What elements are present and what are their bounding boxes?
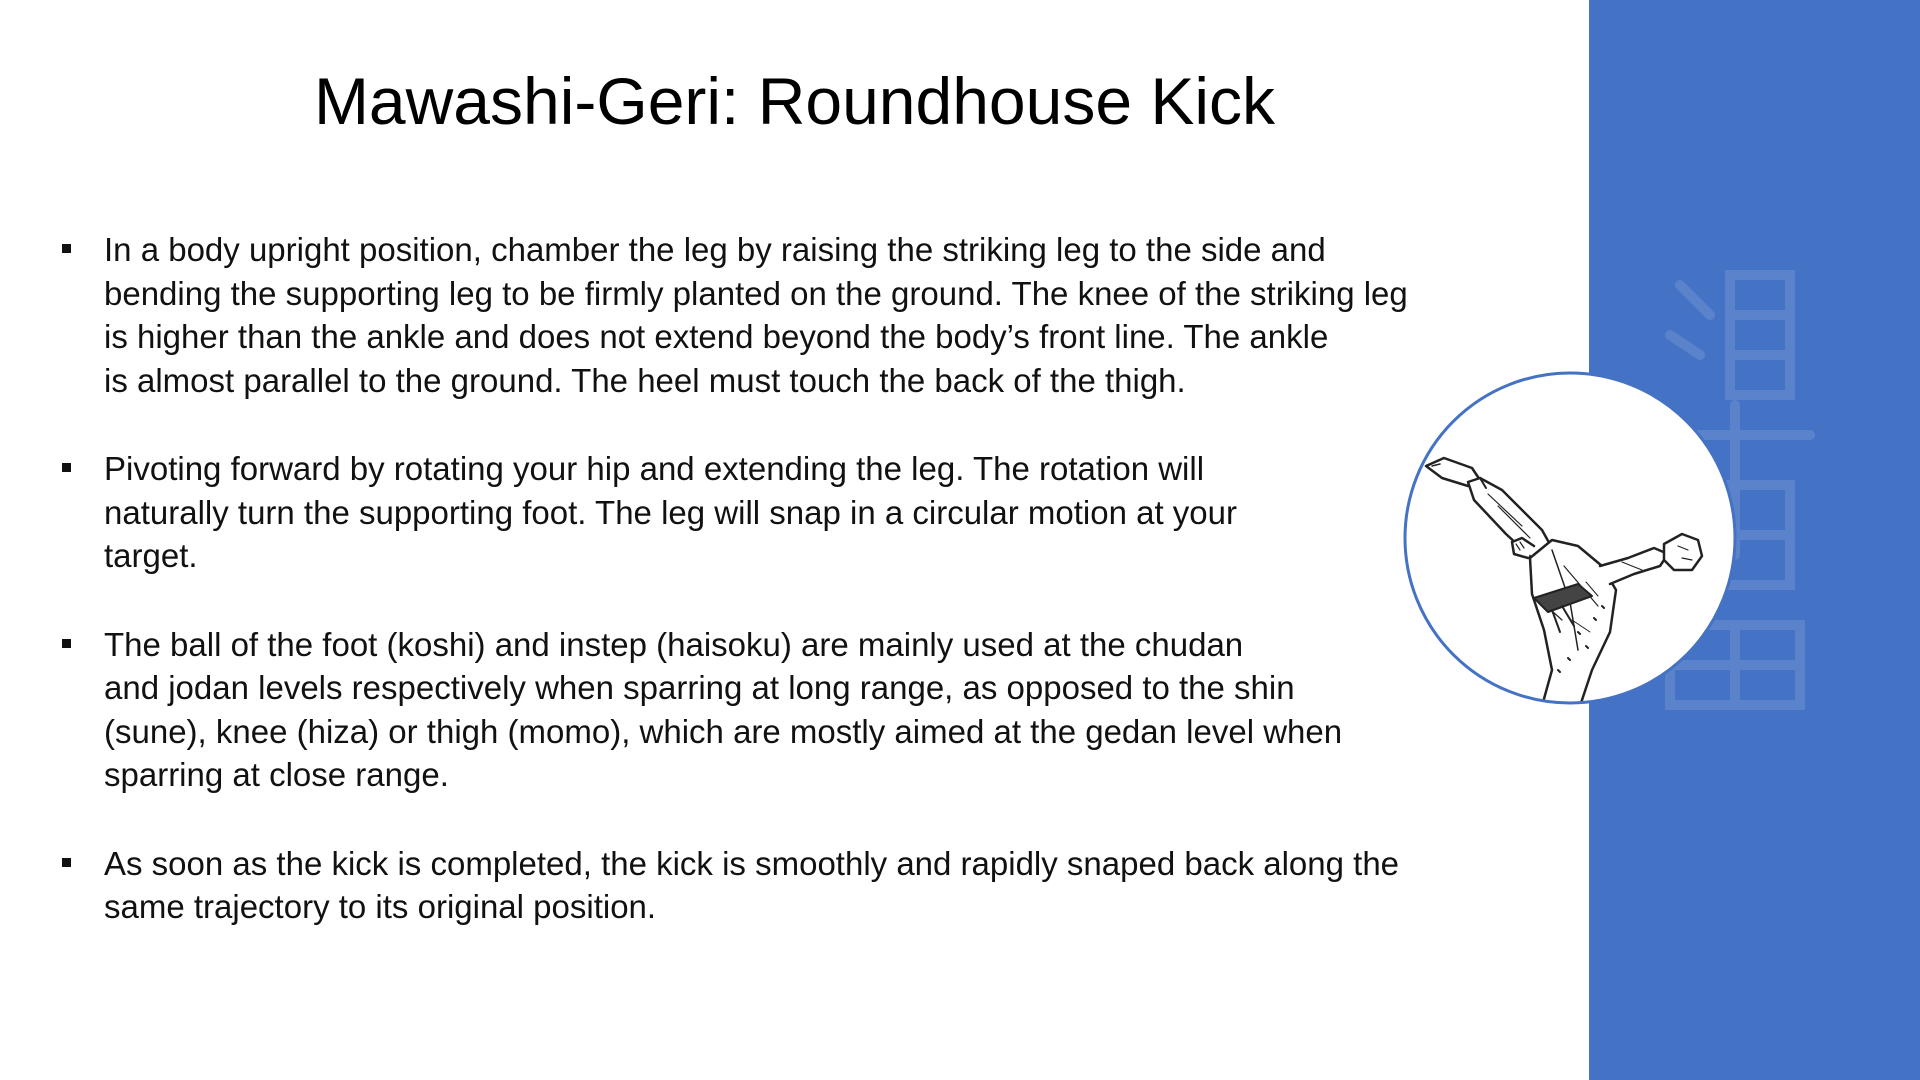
bullet-square-icon xyxy=(62,639,71,648)
bullet-text-line: naturally turn the supporting foot. The leg will snap in a circular motion at your xyxy=(104,493,1237,531)
bullet-text-line: The ball of the foot (koshi) and instep (haisoku) are mainly used at the chudan xyxy=(104,625,1244,663)
bullet-square-icon xyxy=(62,463,71,472)
bullet-text-line: In a body upright position, chamber the leg by raising the striking leg to the side and xyxy=(104,231,1326,268)
bullet-square-icon xyxy=(62,858,71,867)
bullet-text-line: (sune), knee (hiza) or thigh (momo), which are mostly aimed at the gedan level when xyxy=(104,712,1343,750)
bullet-text-line: bending the supporting leg to be firmly planted on the ground. The knee of the striking leg xyxy=(104,274,1408,312)
bullet-text-line: sparring at close range. xyxy=(104,756,449,793)
bullet-list xyxy=(62,228,1582,974)
bullet-text-line: is almost parallel to the ground. The heel must touch the back of the thigh. xyxy=(104,361,1186,399)
karate-kick-illustration-icon xyxy=(1402,370,1738,706)
bullet-text-line: same trajectory to its original position. xyxy=(104,888,657,925)
bullet-text-line: is higher than the ankle and does not extend beyond the body’s front line. The ankle xyxy=(104,318,1329,355)
bullet-item-pivot xyxy=(62,447,1582,578)
bullet-text-line: Pivoting forward by rotating your hip and extending the leg. The rotation will xyxy=(104,450,1205,487)
bullet-text-line: and jodan levels respectively when sparring at long range, as opposed to the shin xyxy=(104,669,1295,706)
bullet-item-snap-back xyxy=(62,842,1582,929)
bullet-item-striking-surfaces xyxy=(62,623,1582,797)
bullet-text-line: As soon as the kick is completed, the kick is smoothly and rapidly snaped back along the xyxy=(104,844,1400,882)
slide-title: Mawashi-Geri: Roundhouse Kick xyxy=(313,64,1276,138)
bullet-text-line: target. xyxy=(104,537,198,574)
bullet-item-chamber xyxy=(62,228,1582,402)
bullet-square-icon xyxy=(62,244,71,253)
